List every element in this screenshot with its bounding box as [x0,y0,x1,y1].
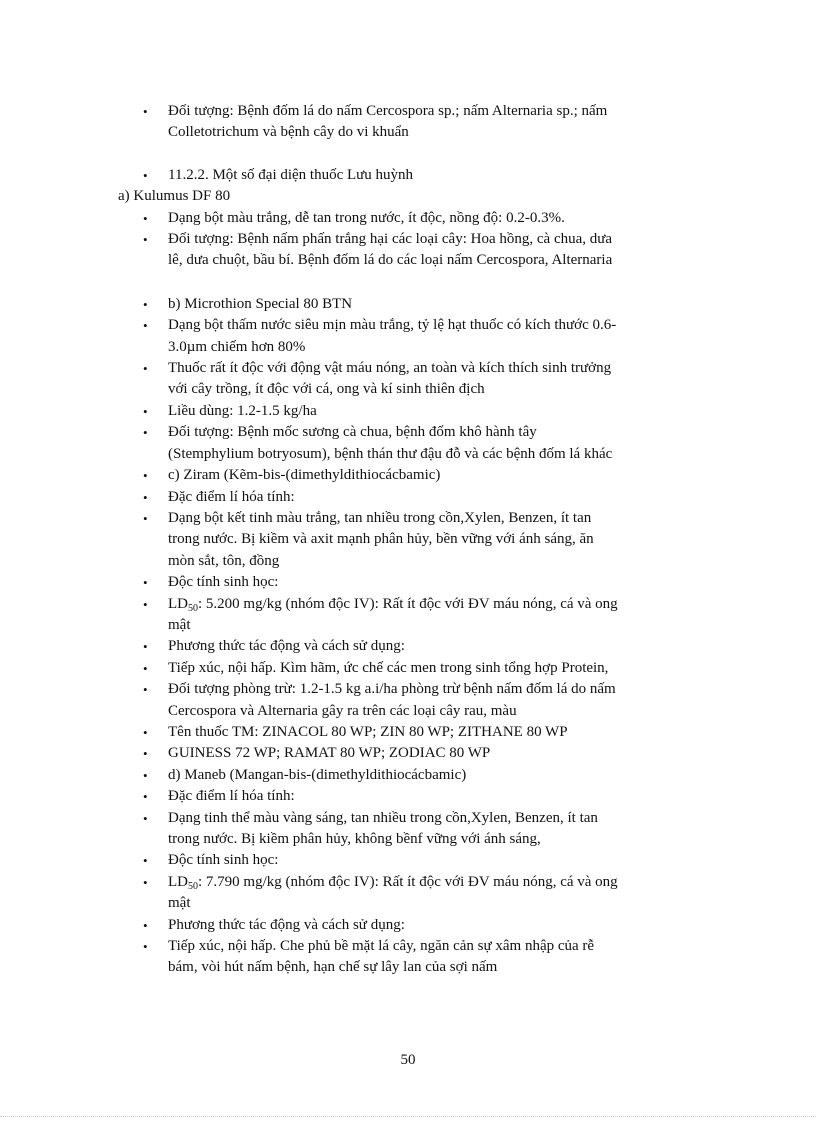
line-text: bám, vòi hút nấm bệnh, hạn chế sự lây lan của sợi nấm [168,959,498,976]
bullet-item [118,915,708,936]
bullet-item [118,422,708,443]
line-text: Cercospora và Alternaria gây ra trên các loại cây rau, màu [168,702,517,719]
continuation-line [118,379,708,400]
line-text: Tên thuốc TM: ZINACOL 80 WP; ZIN 80 WP; ZITHANE 80 WP [168,723,568,740]
bullet-item [118,872,708,893]
ld50-subscript: 50 [188,602,198,614]
bullet-item [118,315,708,336]
ld50-label: LD [168,595,188,612]
bullet-item [118,465,708,486]
line-text: Đối tượng: Bệnh nấm phấn trắng hại các loại cây: Hoa hồng, cà chua, dưa [168,231,613,248]
continuation-line [118,957,708,978]
bullet-item [118,786,708,807]
continuation-line [118,250,708,271]
ld50-subscript: 50 [188,880,198,892]
line-text: : 7.790 mg/kg (nhóm độc IV): Rất ít độc với ĐV máu nóng, cá và ong [198,873,618,890]
bullet-icon: • [143,296,148,312]
line-text: 3.0µm chiếm hơn 80% [168,338,306,355]
subsection-heading [118,186,708,207]
line-text: Độc tính sinh học: [168,574,279,591]
section-heading: 11.2.2. Một số đại diện thuốc Lưu huỳnh [168,166,414,183]
bullet-icon: • [143,789,148,805]
bullet-icon: • [143,210,148,226]
bullet-icon: • [143,746,148,762]
bullet-icon: • [143,660,148,676]
continuation-line [118,551,708,572]
line-text: Dạng bột màu trắng, dễ tan trong nước, ít độc, nồng độ: 0.2-0.3%. [168,209,565,226]
bullet-item [118,679,708,700]
bullet-icon: • [143,232,148,248]
bullet-icon: • [143,510,148,526]
continuation-line [118,615,708,636]
bullet-icon: • [143,874,148,890]
bullet-item [118,401,708,422]
continuation-line [118,701,708,722]
bullet-item [118,572,708,593]
line-text: trong nước. Bị kiềm phân hủy, không bềnf vững với ánh sáng, [168,831,541,847]
bullet-icon: • [143,767,148,783]
line-text: Thuốc rất ít độc với động vật máu nóng, an toàn và kích thích sinh trưởng [168,360,612,377]
bullet-icon: • [143,468,148,484]
bullet-item [118,808,708,829]
bullet-item [118,508,708,529]
bullet-icon: • [143,724,148,740]
ld50-label: LD [168,873,188,890]
bullet-item [118,229,708,250]
line-text: trong nước. Bị kiềm và axit mạnh phân hủy, bền vững với ánh sáng, ăn [168,531,594,548]
bullet-item [118,487,708,508]
bullet-item [118,208,708,229]
line-text: mật [168,616,191,633]
line-text: Tiếp xúc, nội hấp. Che phủ bề mặt lá cây, ngăn cản sự xâm nhập của rễ [168,938,595,955]
bullet-icon: • [143,810,148,826]
line-text: Đặc điểm lí hóa tính: [168,788,295,805]
line-text: Đối tượng: Bệnh mốc sương cà chua, bệnh đốm khô hành tây [168,424,537,441]
bullet-icon: • [143,403,148,419]
continuation-line [118,893,708,914]
continuation-line [118,829,708,850]
bullet-icon: • [143,682,148,698]
line-text: Phương thức tác động và cách sử dụng: [168,638,405,655]
continuation-line [118,529,708,550]
line-text: Tiếp xúc, nội hấp. Kìm hãm, ức chế các men trong sinh tổng hợp Protein, [168,659,609,676]
bullet-item [118,294,708,315]
bullet-item [118,722,708,743]
spacer [118,272,708,294]
bullet-icon: • [143,361,148,377]
line-text: : 5.200 mg/kg (nhóm độc IV): Rất ít độc với ĐV máu nóng, cá và ong [198,595,618,612]
page-number: 50 [400,1052,416,1068]
line-text: Đối tượng: Bệnh đốm lá do nấm Cercospora sp.; nấm Alternaria sp.; nấm [168,103,608,119]
line-text: Đặc điểm lí hóa tính: [168,488,295,505]
bullet-icon: • [143,575,148,591]
bullet-icon: • [143,425,148,441]
bullet-item [118,936,708,957]
line-text: Dạng bột thấm nước siêu mịn màu trắng, tỷ lệ hạt thuốc có kích thước 0.6- [168,317,617,334]
bullet-item [118,658,708,679]
bullet-item [118,765,708,786]
line-text: GUINESS 72 WP; RAMAT 80 WP; ZODIAC 80 WP [168,745,491,762]
bullet-item [118,358,708,379]
line-text: mòn sắt, tôn, đồng [168,552,280,569]
line-text: c) Ziram (Kẽm-bis-(dimethyldithiocácbamic) [168,467,441,484]
bullet-icon: • [143,596,148,612]
continuation-line [118,122,708,143]
bullet-icon: • [143,167,148,183]
bullet-icon: • [143,489,148,505]
bullet-item [118,850,708,871]
document-body [118,101,708,979]
bullet-icon: • [143,318,148,334]
line-text: Đối tượng phòng trừ: 1.2-1.5 kg a.i/ha phòng trừ bệnh nấm đốm lá do nấm [168,681,616,698]
bullet-icon: • [143,939,148,955]
line-text: a) Kulumus DF 80 [118,188,231,205]
line-text: d) Maneb (Mangan-bis-(dimethyldithiocácbamic) [168,766,467,783]
bullet-item [118,594,708,615]
bullet-icon: • [143,853,148,869]
continuation-line [118,337,708,358]
line-text: với cây trồng, ít độc với cá, ong và kí sinh thiên địch [168,381,485,398]
bullet-item [118,743,708,764]
line-text: Liều dùng: 1.2-1.5 kg/ha [168,402,317,419]
line-text: Dạng tinh thể màu vàng sáng, tan nhiều trong cồn,Xylen, Benzen, ít tan [168,809,598,826]
continuation-line [118,444,708,465]
bullet-item [118,636,708,657]
line-text: b) Microthion Special 80 BTN [168,295,353,312]
line-text: Colletotrichum và bệnh cây do vi khuẩn [168,124,409,141]
line-text: (Stemphylium botryosum), bệnh thán thư đậu đỗ và các bệnh đốm lá khác [168,445,613,462]
line-text: Độc tính sinh học: [168,852,279,869]
bullet-icon: • [143,104,148,119]
bullet-item [118,101,708,122]
line-text: Phương thức tác động và cách sử dụng: [168,916,405,933]
bullet-icon: • [143,639,148,655]
line-text: Dạng bột kết tinh màu trắng, tan nhiều trong cồn,Xylen, Benzen, ít tan [168,509,592,526]
bullet-icon: • [143,917,148,933]
line-text: lê, dưa chuột, bầu bí. Bệnh đốm lá do các loại nấm Cercospora, Alternaria [168,252,613,269]
spacer [118,144,708,165]
line-text: mật [168,895,191,912]
bullet-item [118,165,708,186]
footer-divider [0,1116,816,1117]
